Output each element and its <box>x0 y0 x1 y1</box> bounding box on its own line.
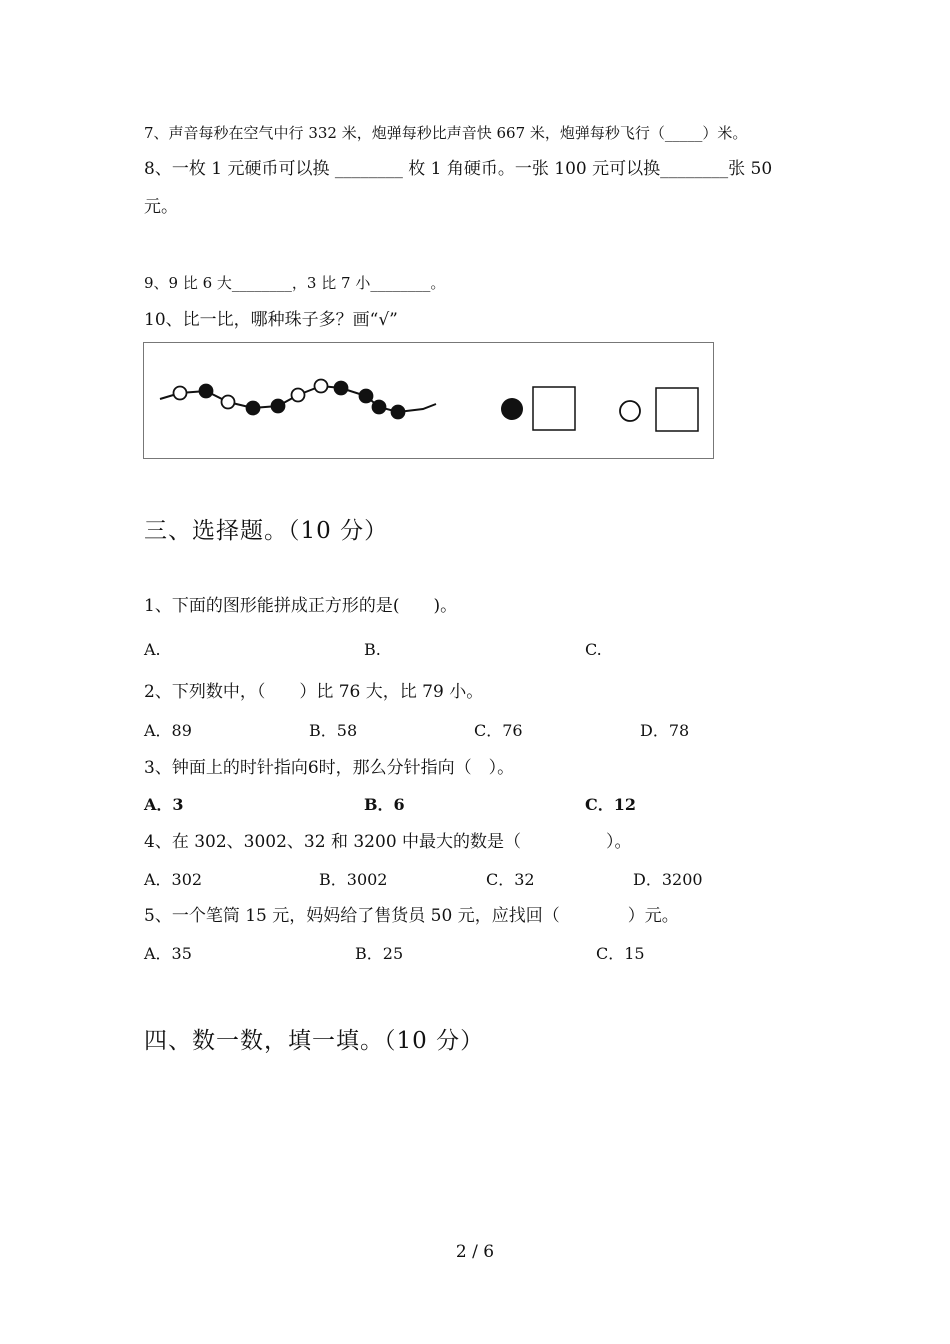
section-3-heading: 三、选择题。（10 分） <box>144 518 389 544</box>
bead-string-drawing <box>144 343 713 458</box>
q5-option-a: A．35 <box>144 944 192 963</box>
filled-bead-answer-box <box>533 387 575 430</box>
q3-option-a: A．3 <box>144 795 184 814</box>
question-9: 9、9 比 6 大________，3 比 7 小________。 <box>144 274 446 292</box>
choice-question-4: 4、在 302、3002、32 和 3200 中最大的数是（ ）。 <box>144 832 632 852</box>
filled-bead-choice-icon <box>501 398 523 420</box>
filled-bead <box>247 402 260 415</box>
filled-bead <box>373 401 386 414</box>
q3-option-c: C．12 <box>585 795 637 814</box>
q1-option-b: B. <box>364 640 381 659</box>
open-bead <box>292 389 305 402</box>
filled-bead <box>335 382 348 395</box>
question-8-line-2: 元。 <box>144 197 178 217</box>
q4-option-b: B．3002 <box>319 870 388 889</box>
question-10: 10、比一比，哪种珠子多？画“√” <box>144 310 398 330</box>
choice-question-1: 1、下面的图形能拼成正方形的是( )。 <box>144 596 458 616</box>
question-8-line-1: 8、一枚 1 元硬币可以换 ________ 枚 1 角硬币。一张 100 元可以换________张 50 <box>144 159 773 179</box>
q2-option-c: C．76 <box>474 721 523 740</box>
open-bead <box>174 387 187 400</box>
open-bead <box>315 380 328 393</box>
choice-question-3: 3、钟面上的时针指向6时，那么分针指向（ ）。 <box>144 758 515 778</box>
section-4-heading: 四、数一数，填一填。（10 分） <box>144 1028 485 1054</box>
q1-option-a: A. <box>144 640 161 659</box>
open-bead-choice-icon <box>620 401 640 421</box>
filled-bead <box>360 390 373 403</box>
q5-option-c: C．15 <box>596 944 645 963</box>
filled-bead <box>200 385 213 398</box>
q4-option-c: C．32 <box>486 870 535 889</box>
q3-option-b: B．6 <box>364 795 405 814</box>
q2-option-b: B．58 <box>309 721 358 740</box>
page-number: 2 / 6 <box>455 1242 495 1262</box>
q2-option-d: D．78 <box>640 721 690 740</box>
choice-question-5: 5、一个笔筒 15 元，妈妈给了售货员 50 元，应找回（ ）元。 <box>144 906 679 926</box>
q1-option-c: C. <box>585 640 602 659</box>
question-7: 7、声音每秒在空气中行 332 米，炮弹每秒比声音快 667 米，炮弹每秒飞行（_____）米。 <box>144 124 748 142</box>
open-bead <box>222 396 235 409</box>
choice-question-2: 2、下列数中，（ ）比 76 大，比 79 小。 <box>144 682 484 702</box>
filled-bead <box>392 406 405 419</box>
bead-comparison-figure <box>143 342 714 459</box>
q2-option-a: A．89 <box>144 721 192 740</box>
q4-option-a: A．302 <box>144 870 203 889</box>
open-bead-answer-box <box>656 388 698 431</box>
q4-option-d: D．3200 <box>633 870 703 889</box>
filled-bead <box>272 400 285 413</box>
q5-option-b: B．25 <box>355 944 404 963</box>
